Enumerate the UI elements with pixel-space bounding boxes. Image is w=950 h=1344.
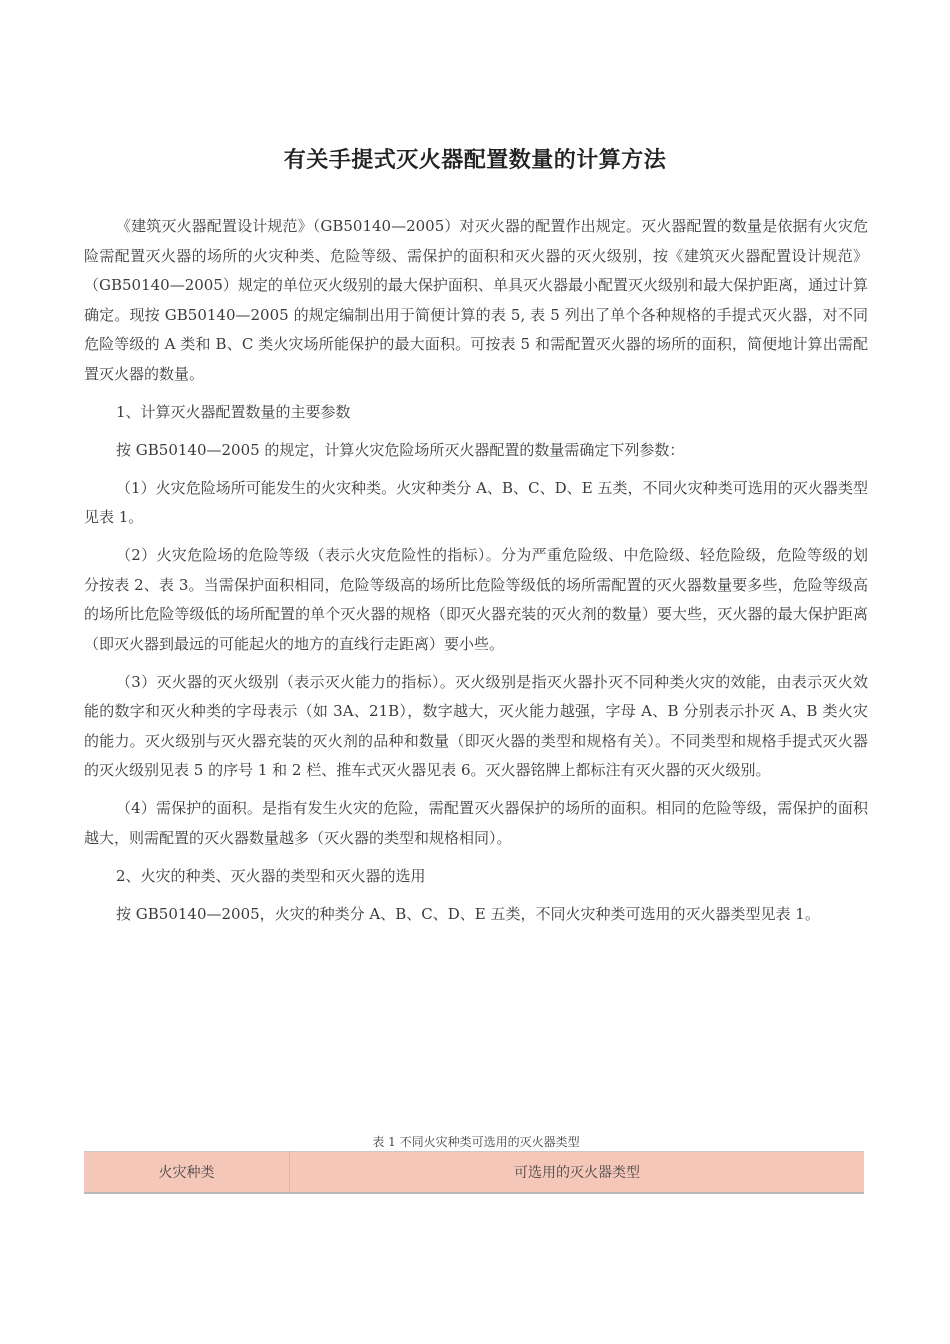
section-heading-1: 1、计算灭火器配置数量的主要参数 (116, 402, 351, 421)
header-fire-class: 火灾种类 (84, 1152, 290, 1194)
paragraph-item-4: （4）需保护的面积。是指有发生火灾的危险，需配置灭火器保护的场所的面积。相同的危险等级，需保护的面积越大，则需配置的灭火器数量越多（灭火器的类型和规格相同）。 (84, 799, 868, 847)
paragraph-intro: 《建筑灭火器配置设计规范》（GB50140—2005）对灭火器的配置作出规定。灭火器配置的数量是依据有火灾危险需配置灭火器的场所的火灾种类、危险等级、需保护的面积和灭火器的灭火级别，按《建筑灭火器配置设计规范》（GB50140—2005）规定的单位灭火级别的最大保护面积、单具灭火器最小配置灭火级别和最大保护距离，通过计算确定。现按 GB50140—2005 的规定编制出用于简便计算的表 5, 表 5 列出了单个各种规格的手提式灭火器，对不同危险等级的 A 类和 B、C 类火灾场所能保护的最大面积。可按表 5 和需配置灭火器的场所的面积，简便地计算出需配置灭火器的数量。 (84, 217, 868, 383)
table-caption: 表 1 不同火灾种类可选用的灭火器类型 (372, 1135, 580, 1149)
paragraph-fire-classes: 按 GB50140—2005，火灾的种类分 A、B、C、D、E 五类，不同火灾种类可选用的灭火器类型见表 1。 (116, 904, 820, 923)
paragraph-item-2: （2）火灾危险场的危险等级（表示火灾危险性的指标）。分为严重危险级、中危险级、轻危险级，危险等级的划分按表 2、表 3。当需保护面积相同，危险等级高的场所比危险等级低的场所需配置的灭火器数量要多些，危险等级高的场所比危险等级低的场所配置的单个灭火器的规格（即灭火器充装的灭火剂的数量）要大些，灭火器的最大保护距离（即灭火器到最远的可能起火的地方的直线行走距离）要小些。 (84, 546, 868, 653)
paragraph-item-3: （3）灭火器的灭火级别（表示灭火能力的指标）。灭火级别是指灭火器扑灭不同种类火灾的效能，由表示灭火效能的数字和灭火种类的字母表示（如 3A、21B），数字越大，灭火能力越强，字母 A、B 分别表示扑灭 A、B 类火灾的能力。灭火级别与灭火器充装的灭火剂的品种和数量（即灭火器的类型和规格有关）。不同类型和规格手提式灭火器的灭火级别见表 5 的序号 1 和 2 栏、推车式灭火器见表 6。灭火器铭牌上都标注有灭火器的灭火级别。 (84, 672, 868, 779)
header-extinguisher-type: 可选用的灭火器类型 (290, 1152, 865, 1194)
section-heading-2: 2、火灾的种类、灭火器的类型和灭火器的选用 (116, 866, 426, 885)
page-title: 有关手提式灭火器配置数量的计算方法 (283, 148, 667, 173)
paragraph-item-1: （1）火灾危险场所可能发生的火灾种类。火灾种类分 A、B、C、D、E 五类，不同火灾种类可选用的灭火器类型见表 1。 (84, 478, 868, 526)
document-body (84, 212, 868, 938)
paragraph-parameters: 按 GB50140—2005 的规定，计算火灾危险场所灭火器配置的数量需确定下列参数： (116, 440, 685, 459)
extinguisher-type-table (84, 1151, 864, 1194)
table-header-row (84, 1152, 864, 1194)
